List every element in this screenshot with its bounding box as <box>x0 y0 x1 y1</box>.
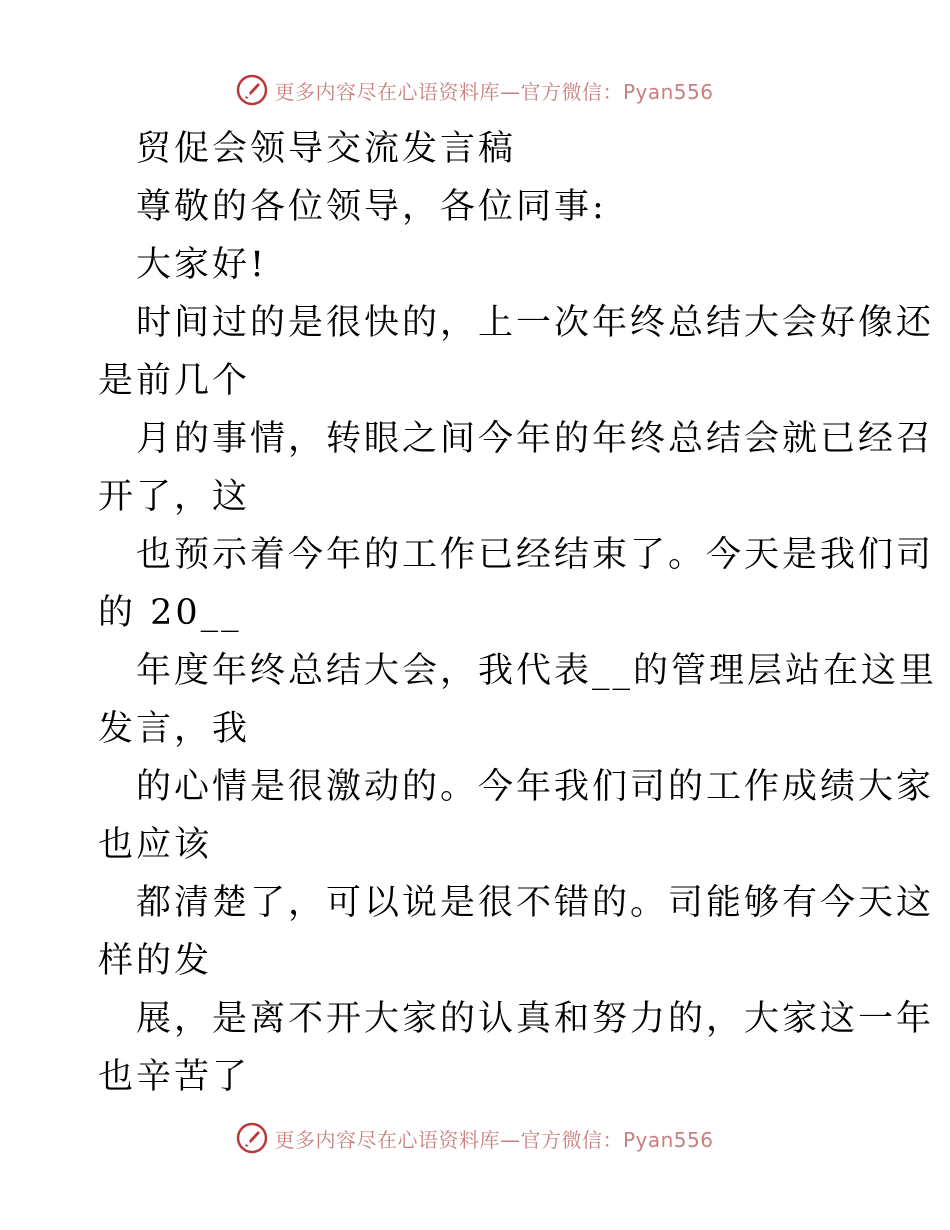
header-watermark-banner <box>0 70 950 110</box>
text-line: 展，是离不开大家的认真和努力的，大家这一年 <box>136 999 935 1039</box>
text-line: 月的事情，转眼之间今年的年终总结会就已经召 <box>136 419 935 459</box>
document-title: 贸促会领导交流发言稿 <box>136 129 517 169</box>
quill-logo-icon <box>236 74 268 106</box>
text-line: 的 20__ <box>98 593 242 633</box>
document-body <box>98 120 938 1106</box>
text-line: 是前几个 <box>98 361 251 401</box>
text-line: 开了，这 <box>98 477 251 517</box>
text-line: 发言，我 <box>98 709 251 749</box>
watermark-text: 更多内容尽在心语资料库—官方微信：Pyan556 <box>274 79 714 104</box>
text-line: 样的发 <box>98 941 213 981</box>
text-line: 都清楚了，可以说是很不错的。司能够有今天这 <box>136 883 935 923</box>
text-line: 时间过的是很快的，上一次年终总结大会好像还 <box>136 303 935 343</box>
quill-logo-icon <box>236 1122 268 1154</box>
text-line: 年度年终总结大会，我代表__的管理层站在这里 <box>136 651 938 691</box>
text-line: 大家好! <box>136 245 268 285</box>
footer-watermark-banner <box>0 1118 950 1158</box>
text-line: 也应该 <box>98 825 213 865</box>
text-line: 也预示着今年的工作已经结束了。今天是我们司 <box>136 535 935 575</box>
text-line: 尊敬的各位领导，各位同事: <box>136 187 607 227</box>
watermark-text: 更多内容尽在心语资料库—官方微信：Pyan556 <box>274 1127 714 1152</box>
text-line: 的心情是很激动的。今年我们司的工作成绩大家 <box>136 767 935 807</box>
text-line: 也辛苦了 <box>98 1057 251 1097</box>
